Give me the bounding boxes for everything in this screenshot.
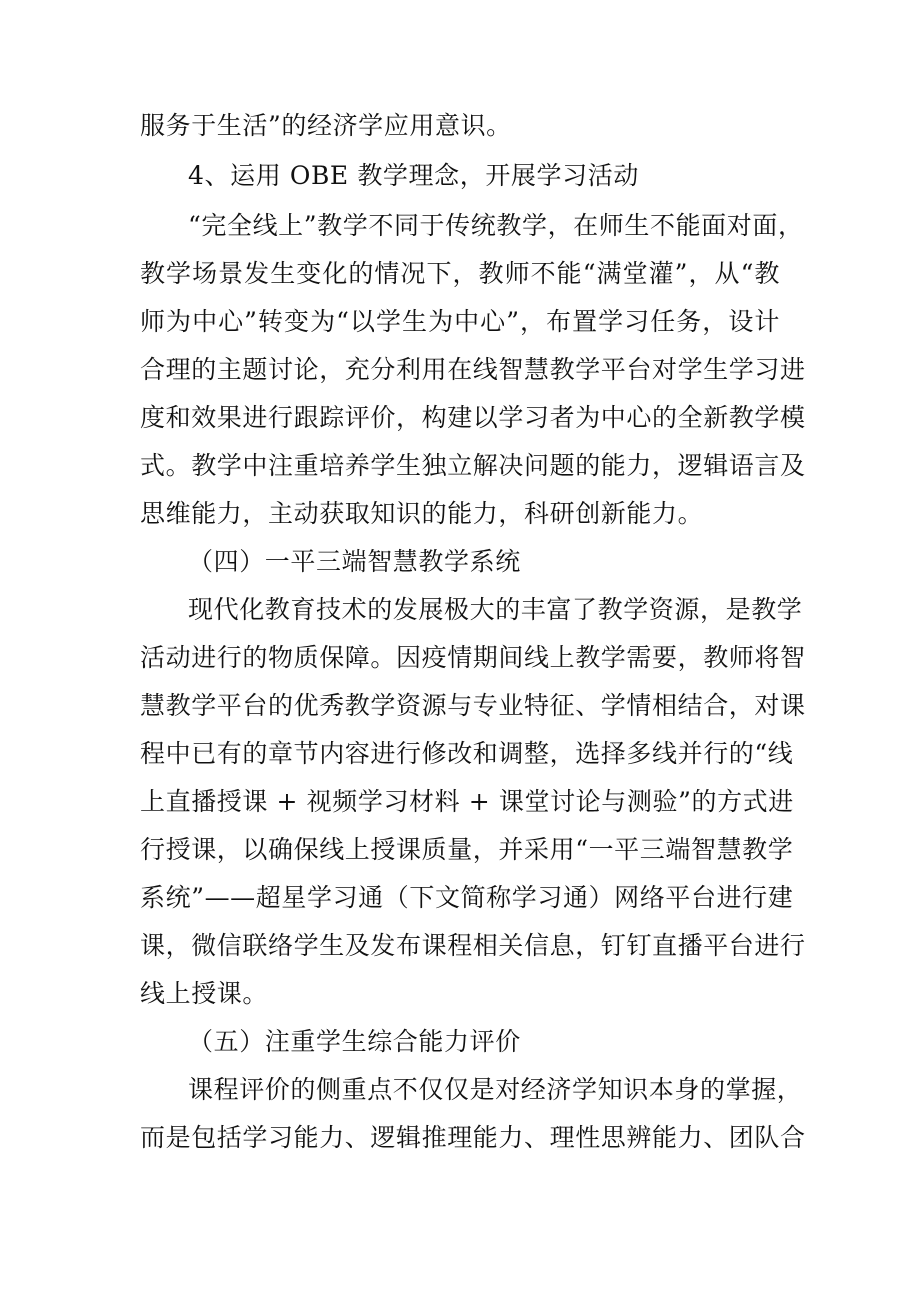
section-heading: 4、运用 OBE 教学理念，开展学习活动 — [188, 161, 639, 190]
paragraph-line: 式。教学中注重培养学生独立解决问题的能力，逻辑语言及 — [140, 451, 806, 480]
paragraph-line: 现代化教育技术的发展极大的丰富了教学资源，是教学 — [188, 595, 803, 624]
section-heading: （五）注重学生综合能力评价 — [188, 1027, 521, 1056]
paragraph-line: 活动进行的物质保障。因疫情期间线上教学需要，教师将智 — [140, 643, 806, 672]
paragraph-line: 教学场景发生变化的情况下，教师不能“满堂灌”，从“教 — [140, 259, 780, 288]
paragraph-line: 合理的主题讨论，充分利用在线智慧教学平台对学生学习进 — [140, 355, 806, 384]
paragraph-line: 系统”——超星学习通（下文简称学习通）网络平台进行建 — [140, 883, 794, 912]
paragraph-line: 课，微信联络学生及发布课程相关信息，钉钉直播平台进行 — [140, 931, 806, 960]
paragraph-line: 慧教学平台的优秀教学资源与专业特征、学情相结合，对课 — [140, 691, 806, 720]
paragraph-line: “完全线上”教学不同于传统教学，在师生不能面对面， — [188, 211, 804, 240]
paragraph-line: 课程评价的侧重点不仅仅是对经济学知识本身的掌握， — [188, 1075, 803, 1104]
paragraph-line: 线上授课。 — [140, 979, 269, 1008]
paragraph-line: 而是包括学习能力、逻辑推理能力、理性思辨能力、团队合 — [140, 1123, 806, 1152]
paragraph-line: 度和效果进行跟踪评价，构建以学习者为中心的全新教学模 — [140, 403, 806, 432]
section-heading: （四）一平三端智慧教学系统 — [188, 547, 521, 576]
paragraph-line: 程中已有的章节内容进行修改和调整，选择多线并行的“线 — [140, 739, 794, 768]
paragraph-line: 师为中心”转变为“以学生为中心”，布置学习任务，设计 — [140, 307, 780, 336]
paragraph-line: 行授课，以确保线上授课质量，并采用“一平三端智慧教学 — [140, 835, 794, 864]
paragraph-line: 思维能力，主动获取知识的能力，科研创新能力。 — [140, 499, 704, 528]
paragraph-line: 服务于生活”的经济学应用意识。 — [140, 111, 512, 140]
paragraph-line: 上直播授课 + 视频学习材料 + 课堂讨论与测验”的方式进 — [140, 787, 794, 816]
